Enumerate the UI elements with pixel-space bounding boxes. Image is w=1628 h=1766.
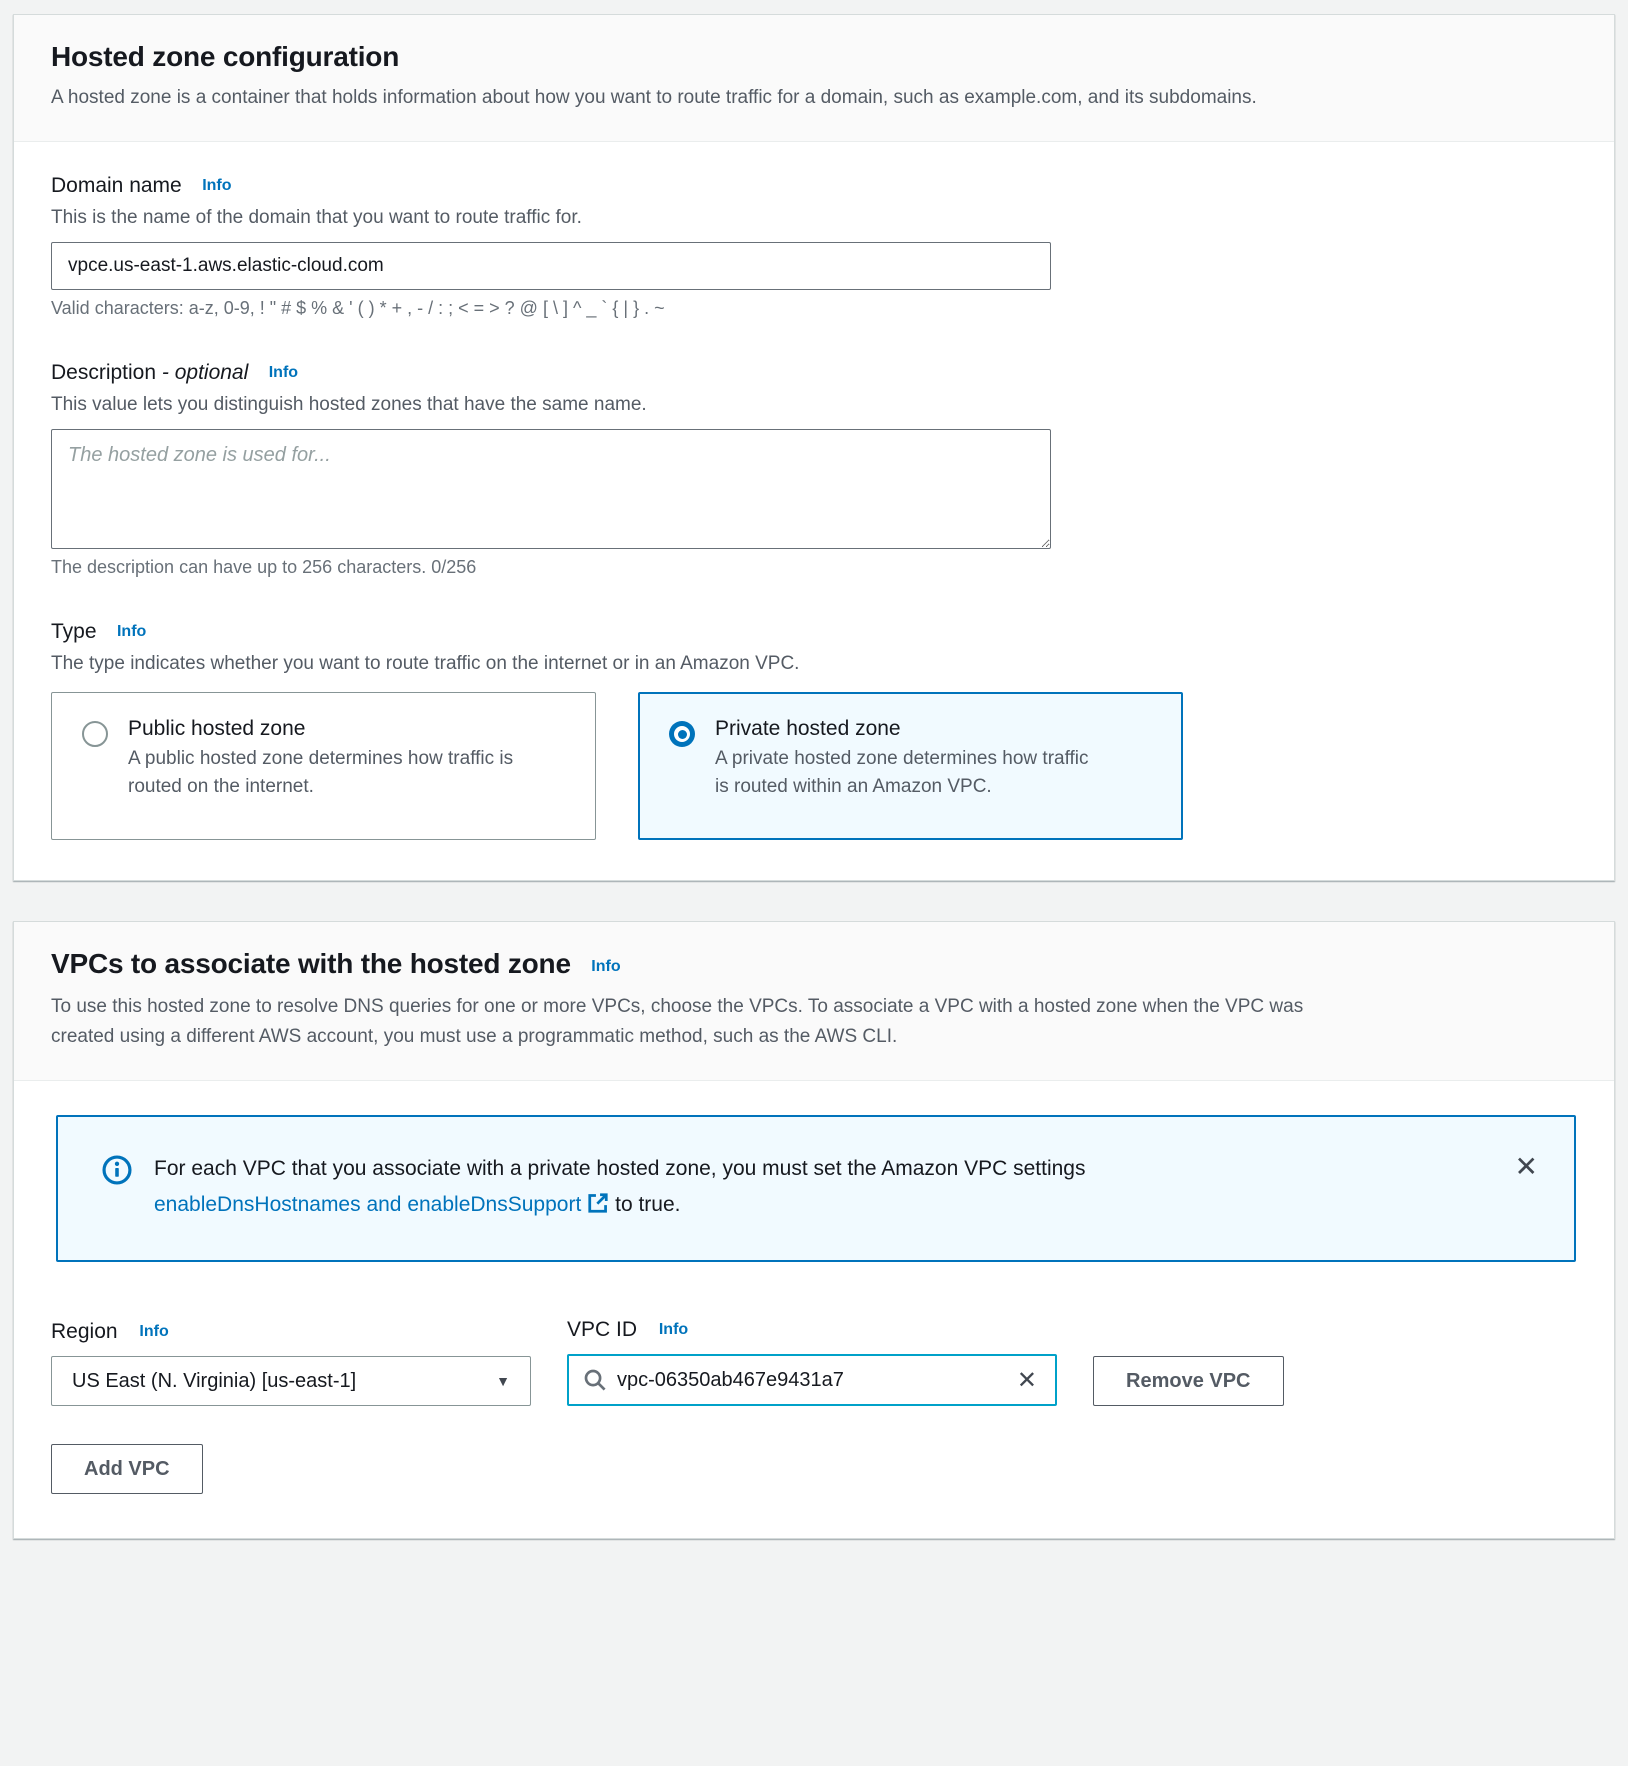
description-field-group bbox=[51, 361, 1577, 578]
type-description: The type indicates whether you want to route traffic on the internet or in an Amazon VPC. bbox=[51, 653, 800, 674]
hosted-zone-card-content bbox=[14, 142, 1614, 880]
vpc-card-content bbox=[14, 1081, 1614, 1538]
vpc-association-row bbox=[51, 1318, 1577, 1406]
public-hosted-zone-radio[interactable] bbox=[82, 721, 108, 747]
vpcs-to-associate-card bbox=[13, 921, 1615, 1539]
vpc-card-header bbox=[14, 922, 1614, 1081]
vpc-card-title: VPCs to associate with the hosted zone bbox=[51, 948, 571, 979]
description-constraint: The description can have up to 256 characters. 0/256 bbox=[51, 557, 477, 577]
info-circle-icon bbox=[102, 1155, 132, 1190]
vpc-id-column bbox=[567, 1318, 1057, 1406]
remove-vpc-column bbox=[1093, 1356, 1284, 1406]
vpc-id-input[interactable] bbox=[617, 1369, 1013, 1392]
add-vpc-button[interactable]: Add VPC bbox=[51, 1444, 203, 1494]
caret-down-icon: ▼ bbox=[496, 1373, 510, 1389]
public-hosted-zone-label: Public hosted zone bbox=[128, 717, 306, 740]
description-description: This value lets you distinguish hosted zones that have the same name. bbox=[51, 394, 647, 415]
hosted-zone-card-header bbox=[14, 15, 1614, 142]
public-hosted-zone-description: A public hosted zone determines how traffic is routed on the internet. bbox=[128, 748, 514, 797]
domain-name-label: Domain name bbox=[51, 174, 182, 197]
domain-name-constraint: Valid characters: a-z, 0-9, ! " # $ % & ' ( ) * + , - / : ; < = > ? @ [ \ ] ^ _ ` { | } . ~ bbox=[51, 298, 665, 318]
description-optional-suffix: - optional bbox=[161, 361, 249, 384]
vpc-card-info-link[interactable]: Info bbox=[591, 958, 621, 975]
region-select[interactable] bbox=[51, 1356, 531, 1406]
type-options bbox=[51, 692, 1577, 840]
description-label: Description - optional bbox=[51, 361, 249, 384]
search-icon bbox=[583, 1368, 607, 1392]
private-hosted-zone-radio[interactable] bbox=[669, 721, 695, 747]
external-link-icon bbox=[587, 1196, 609, 1219]
type-field-group bbox=[51, 620, 1577, 840]
vpc-id-search-box bbox=[567, 1354, 1057, 1406]
remove-vpc-button[interactable]: Remove VPC bbox=[1093, 1356, 1284, 1406]
clear-vpc-id-icon[interactable]: ✕ bbox=[1013, 1366, 1041, 1395]
public-hosted-zone-option[interactable] bbox=[51, 692, 596, 840]
hosted-zone-configuration-card bbox=[13, 14, 1615, 881]
alert-message: For each VPC that you associate with a private hosted zone, you must set the Amazon VPC settings enableDnsHostnames and enableDnsSupport to true. bbox=[154, 1151, 1274, 1226]
region-column bbox=[51, 1320, 531, 1406]
hosted-zone-card-title: Hosted zone configuration bbox=[51, 41, 400, 72]
hosted-zone-card-description: A hosted zone is a container that holds information about how you want to route traffic for a domain, such as example.com, and its subdomains. bbox=[51, 87, 1257, 108]
private-hosted-zone-description: A private hosted zone determines how traffic is routed within an Amazon VPC. bbox=[715, 748, 1089, 797]
region-info-link[interactable]: Info bbox=[139, 1323, 169, 1340]
private-hosted-zone-option[interactable] bbox=[638, 692, 1183, 840]
domain-name-info-link[interactable]: Info bbox=[202, 177, 232, 194]
vpc-id-label: VPC ID Info bbox=[567, 1318, 689, 1341]
vpc-settings-info-alert bbox=[56, 1115, 1576, 1262]
region-selected-value: US East (N. Virginia) [us-east-1] bbox=[72, 1369, 357, 1392]
private-hosted-zone-label: Private hosted zone bbox=[715, 717, 901, 740]
enable-dns-settings-link[interactable]: enableDnsHostnames and enableDnsSupport bbox=[154, 1193, 582, 1216]
vpc-card-description: To use this hosted zone to resolve DNS queries for one or more VPCs, choose the VPCs. To associate a VPC with a hosted zone when the VPC was created using a different AWS account, you must use a programmatic method, such as the AWS CLI. bbox=[51, 996, 1304, 1047]
type-label: Type bbox=[51, 620, 97, 643]
region-label: Region Info bbox=[51, 1320, 169, 1343]
domain-name-description: This is the name of the domain that you want to route traffic for. bbox=[51, 207, 582, 228]
alert-close-icon[interactable]: ✕ bbox=[1509, 1153, 1544, 1181]
type-info-link[interactable]: Info bbox=[116, 623, 147, 640]
description-info-link[interactable]: Info bbox=[268, 364, 299, 381]
domain-name-field-group bbox=[51, 174, 1577, 319]
domain-name-input[interactable] bbox=[51, 242, 1051, 290]
description-textarea[interactable] bbox=[51, 429, 1051, 549]
vpc-id-info-link[interactable]: Info bbox=[658, 1321, 689, 1338]
